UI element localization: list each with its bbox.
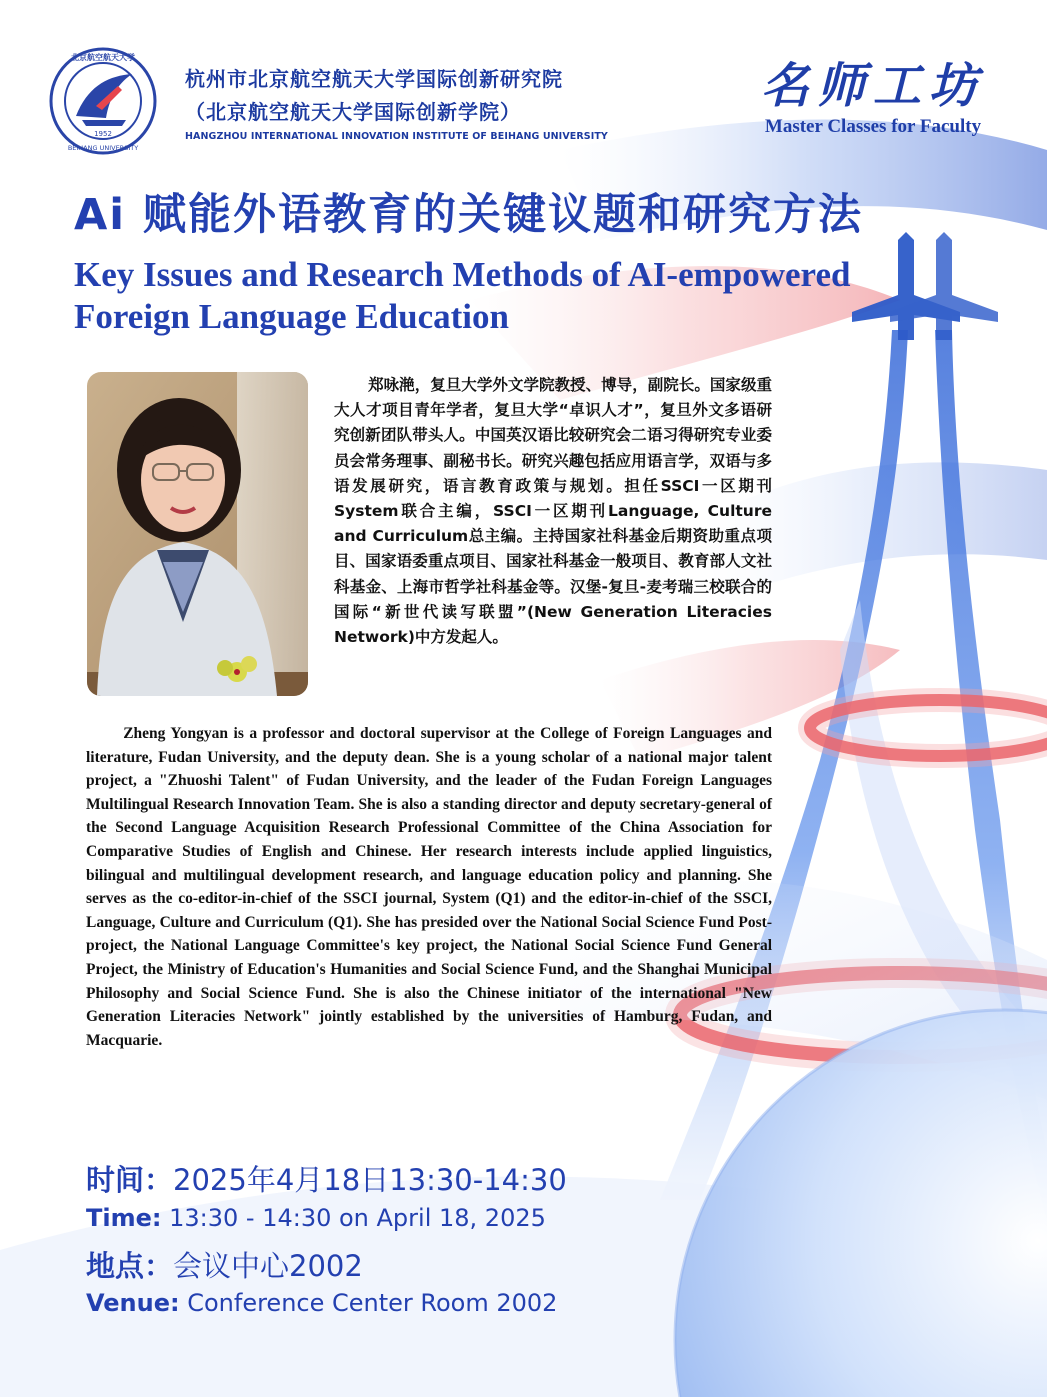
- time-en-value: 13:30 - 14:30 on April 18, 2025: [161, 1204, 546, 1232]
- institute-en: HANGZHOU INTERNATIONAL INNOVATION INSTITUTE OF BEIHANG UNIVERSITY: [185, 131, 608, 142]
- lecture-title-en-line2: Foreign Language Education: [74, 297, 509, 336]
- time-cn: [86, 1158, 567, 1199]
- university-logo: [48, 46, 158, 156]
- venue-cn: [86, 1244, 363, 1285]
- time-en: [86, 1204, 546, 1232]
- speaker-bio-cn-text: 郑咏滟，复旦大学外文学院教授、博导，副院长。国家级重大人才项目青年学者，复旦大学“卓识人才”，复旦外文多语研究创新团队带头人。中国英汉语比较研究会二语习得研究专业委员会常务理事、副秘书长。研究兴趣包括应用语言学，双语与多语发展研究，语言教育政策与规划。担任SSCI一区期刊System联合主编，SSCI一区期刊Language, Culture and Curriculum总主编。主持国家社科基金后期资助重点项目、国家语委重点项目、国家社科基金一般项目、教育部人文社科基金、上海市哲学社科基金等。汉堡-复旦-麦考瑞三校联合的国际“新世代读写联盟”(New Generation Literacies Network)中方发起人。: [334, 376, 772, 647]
- logo-year: 1952: [94, 130, 112, 138]
- lecture-title-en-line1: Key Issues and Research Methods of AI-empowered: [74, 255, 851, 294]
- venue-en-value: Conference Center Room 2002: [179, 1289, 558, 1317]
- lecture-title-en: [74, 254, 914, 338]
- venue-en: [86, 1289, 557, 1317]
- speaker-bio-en: [86, 722, 772, 1052]
- logo-text-bottom: BEIHANG UNIVERSITY: [67, 144, 139, 152]
- venue-cn-value: 会议中心2002: [173, 1249, 363, 1283]
- series-title-cn: 名师工坊: [760, 58, 985, 114]
- speaker-bio-cn: [334, 373, 772, 650]
- series-badge: [761, 58, 985, 138]
- venue-en-label: Venue:: [86, 1289, 180, 1317]
- beihang-seal-icon: [48, 46, 158, 156]
- lecture-title-cn: Ai 赋能外语教育的关键议题和研究方法: [74, 190, 863, 240]
- speaker-photo: [87, 372, 308, 696]
- time-en-label: Time:: [86, 1204, 162, 1232]
- institute-cn-line1: 杭州市北京航空航天大学国际创新研究院: [185, 67, 563, 91]
- venue-cn-label: 地点：: [86, 1249, 174, 1283]
- logo-text-top: 北京航空航天大学: [71, 53, 135, 62]
- speaker-bio-en-text: Zheng Yongyan is a professor and doctoral supervisor at the College of Foreign Languages and literature, Fudan University, and the deputy dean. She is a young scholar of a national major talent project, a "Zhuoshi Talent" of Fudan University, and the leader of the Fudan Foreign Languages Multilingual Research Innovation Team. She is also a standing director and deputy secretary-general of the Second Language Acquisition Research Professional Committee of the China Association for Comparative Studies of English and Chinese. Her research interests include applied linguistics, bilingual and multilingual development research, and language education policy and planning. She serves as the co-editor-in-chief of the SSCI journal, System (Q1) and the editor-in-chief of the SSCI, Language, Culture and Curriculum (Q1). She has presided over the National Social Science Fund Post-project, the National Language Committee's key project, the National Social Science Fund General Project, the Ministry of Education's Humanities and Social Science Fund, and the Shanghai Municipal Philosophy and Social Science Fund. She is also the Chinese initiator of the international "New Generation Literacies Network" jointly established by the universities of Hamburg, Fudan, and Macquarie.: [86, 725, 772, 1049]
- institute-cn-line2: （北京航空航天大学国际创新学院）: [185, 100, 521, 124]
- time-cn-label: 时间：: [86, 1163, 174, 1197]
- institute-name: [185, 63, 608, 142]
- series-title-en: Master Classes for Faculty: [764, 116, 982, 137]
- time-cn-value: 2025年4月18日13:30-14:30: [173, 1163, 567, 1197]
